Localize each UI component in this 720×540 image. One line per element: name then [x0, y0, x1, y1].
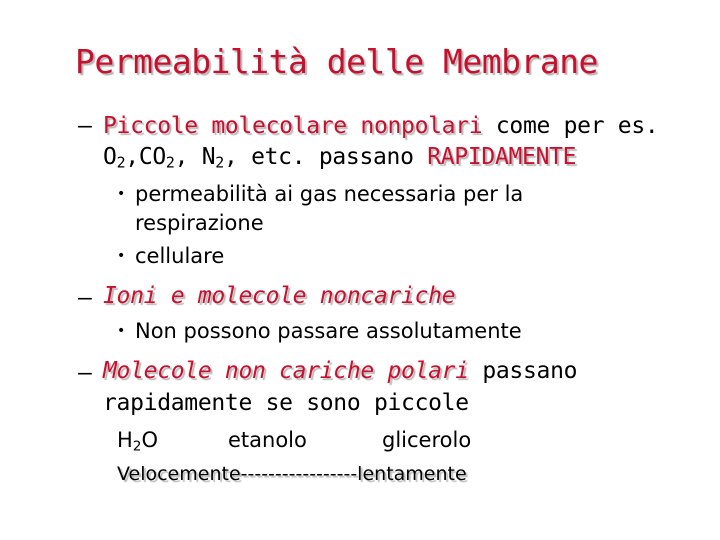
etc-passano: , etc. passano: [223, 144, 428, 170]
item-2-dash: –: [78, 285, 92, 311]
o2-o: O: [103, 144, 117, 170]
h2o-sub: 2: [132, 438, 142, 455]
item-3-line-1: [103, 358, 577, 384]
item-2-red-text: Ioni e molecole noncariche: [103, 283, 456, 309]
item-1-line-2: [103, 144, 576, 172]
bullet-3-text: Non possono passare assolutamente: [135, 319, 522, 343]
item-1-dash: –: [78, 113, 92, 139]
bullet-1-text: permeabilità ai gas necessaria per la: [135, 182, 524, 206]
h2o-o: O: [141, 428, 159, 452]
item-3-dash: –: [78, 360, 92, 386]
n2-sub: 2: [215, 153, 224, 172]
item-3-red-text: Molecole non cariche polari: [103, 358, 469, 384]
item-1-red-text: Piccole molecolare nonpolari: [103, 113, 483, 139]
item-2-line-1: [103, 283, 455, 309]
bullet-2-text: cellulare: [135, 244, 225, 268]
slide-title: Permeabilità delle Membrane: [75, 42, 598, 81]
rapidamente-label: RAPIDAMENTE: [427, 144, 577, 170]
o2-sub: 2: [116, 153, 126, 172]
bullet-icon: •: [117, 248, 126, 264]
item-3-black-text: passano: [468, 358, 578, 384]
h2o-h: H: [117, 428, 133, 452]
bullet-icon: •: [117, 323, 126, 339]
item-1-black-text: come per es.: [482, 113, 659, 139]
bullet-icon: •: [117, 186, 126, 202]
item-1-line-1: [103, 113, 658, 139]
glycerol-label: glicerolo: [382, 428, 472, 452]
ethanol-label: etanolo: [228, 428, 307, 452]
bullet-1-text-cont: respirazione: [135, 211, 264, 235]
n2-n: , N: [174, 144, 216, 170]
speed-scale: Velocemente-----------------lentamente: [117, 463, 467, 485]
co2-sub: 2: [165, 153, 175, 172]
h2o-label: [117, 428, 158, 454]
item-3-line-2: rapidamente se sono piccole: [103, 390, 469, 416]
co2-co: ,CO: [125, 144, 166, 170]
